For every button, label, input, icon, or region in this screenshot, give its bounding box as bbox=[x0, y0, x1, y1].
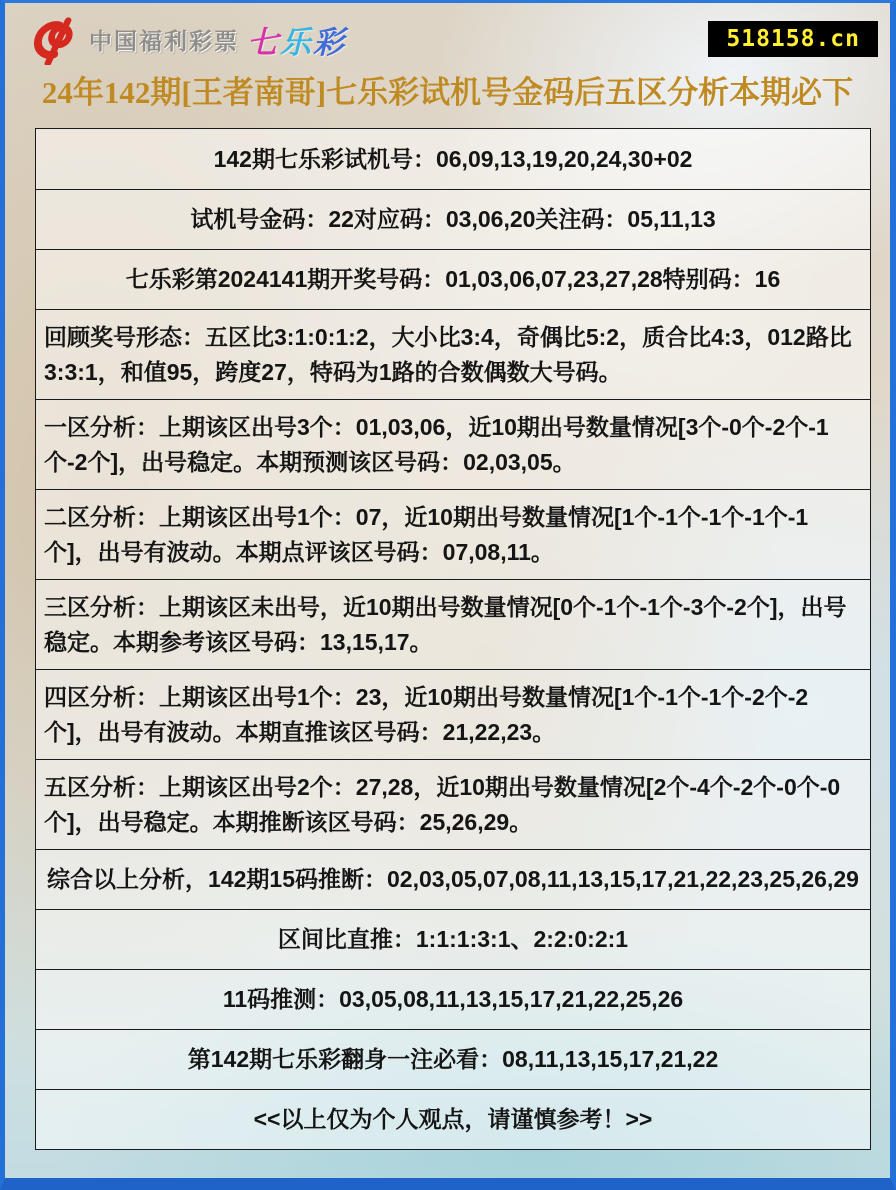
brand-product-char: 彩 bbox=[313, 24, 346, 60]
table-row: 11码推测：03,05,08,11,13,15,17,21,22,25,26 bbox=[36, 969, 870, 1029]
table-row: 回顾奖号形态：五区比3:1:0:1:2，大小比3:4，奇偶比5:2，质合比4:3，012路比3:3:1，和值95，跨度27，特码为1路的合数偶数大号码。 bbox=[36, 309, 870, 399]
china-welfare-lottery-logo-icon bbox=[23, 13, 79, 65]
site-badge-link[interactable]: 518158.cn bbox=[708, 21, 878, 57]
table-row: 试机号金码：22对应码：03,06,20关注码：05,11,13 bbox=[36, 189, 870, 249]
brand-product-name bbox=[247, 17, 346, 62]
table-row: 五区分析：上期该区出号2个：27,28，近10期出号数量情况[2个-4个-2个-0个-0个]，出号稳定。本期推断该区号码：25,26,29。 bbox=[36, 759, 870, 849]
table-row: 区间比直推：1:1:1:3:1、2:2:0:2:1 bbox=[36, 909, 870, 969]
table-row: <<以上仅为个人观点，请谨慎参考！>> bbox=[36, 1089, 870, 1149]
table-row: 142期七乐彩试机号：06,09,13,19,20,24,30+02 bbox=[36, 129, 870, 189]
table-row: 三区分析：上期该区未出号，近10期出号数量情况[0个-1个-1个-3个-2个]，出号稳定。本期参考该区号码：13,15,17。 bbox=[36, 579, 870, 669]
table-row: 二区分析：上期该区出号1个：07，近10期出号数量情况[1个-1个-1个-1个-1个]，出号有波动。本期点评该区号码：07,08,11。 bbox=[36, 489, 870, 579]
table-row: 一区分析：上期该区出号3个：01,03,06，近10期出号数量情况[3个-0个-2个-1个-2个]，出号稳定。本期预测该区号码：02,03,05。 bbox=[36, 399, 870, 489]
table-row: 综合以上分析，142期15码推断：02,03,05,07,08,11,13,15,17,21,22,23,25,26,29 bbox=[36, 849, 870, 909]
table-row: 七乐彩第2024141期开奖号码：01,03,06,07,23,27,28特别码：16 bbox=[36, 249, 870, 309]
table-row: 四区分析：上期该区出号1个：23，近10期出号数量情况[1个-1个-1个-2个-2个]，出号有波动。本期直推该区号码：21,22,23。 bbox=[36, 669, 870, 759]
brand-product-char: 乐 bbox=[280, 24, 313, 60]
brand-product-char: 七 bbox=[247, 24, 280, 60]
brand-name: 中国福利彩票 bbox=[89, 27, 239, 54]
header bbox=[23, 13, 878, 65]
analysis-table bbox=[35, 128, 871, 1150]
table-row: 第142期七乐彩翻身一注必看：08,11,13,15,17,21,22 bbox=[36, 1029, 870, 1089]
page-title: 24年142期[王者南哥]七乐彩试机号金码后五区分析本期必下 bbox=[41, 75, 854, 110]
